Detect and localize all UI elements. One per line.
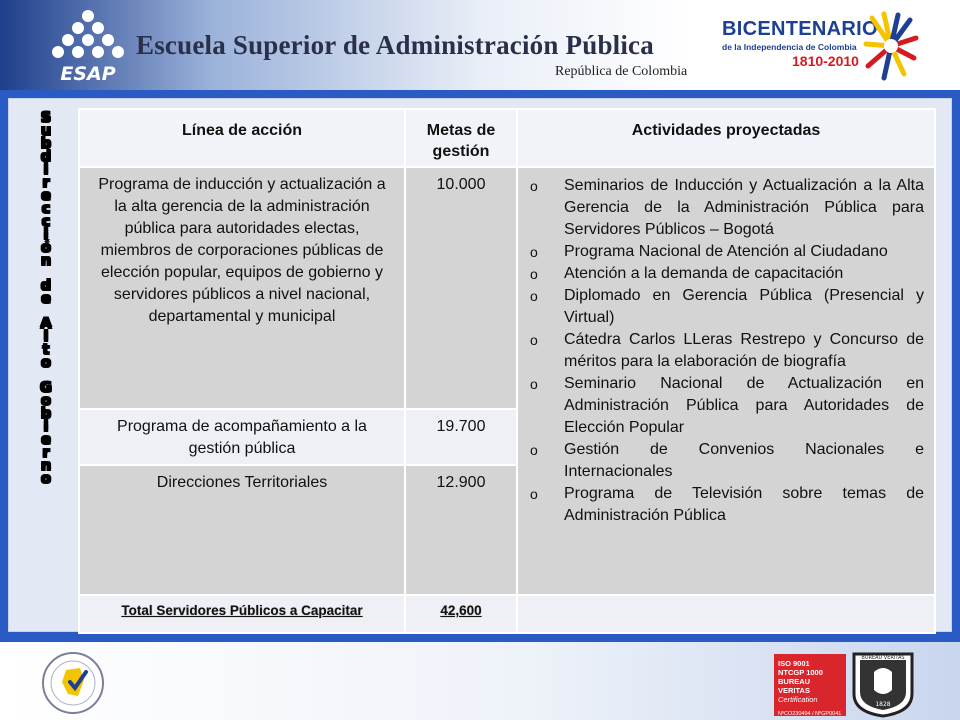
iso-line1: ISO 9001	[778, 659, 810, 668]
side-title-letter: e	[41, 188, 51, 204]
side-title-letter: r	[42, 175, 50, 191]
side-title-letter: c	[41, 201, 51, 217]
side-title-letter: i	[43, 227, 49, 243]
activity-item	[528, 263, 924, 285]
activity-text: Diplomado en Gerencia Pública (Presencial y Virtual)	[564, 287, 924, 326]
bicentenario-years: 1810-2010	[792, 53, 859, 69]
side-title-letter: o	[41, 471, 51, 487]
side-title-letter: A	[40, 316, 52, 332]
side-title-letter: i	[43, 162, 49, 178]
side-title-letter: d	[40, 278, 52, 294]
iso-line3: BUREAU VERITAS	[778, 677, 811, 695]
meta-cell	[405, 409, 517, 465]
side-title-letter: d	[40, 149, 52, 165]
side-title-letter: n	[40, 253, 52, 269]
activity-text: Programa Nacional de Atención al Ciudadano	[564, 243, 888, 260]
meta-value: 12.900	[436, 474, 486, 491]
side-title-letter: r	[42, 445, 50, 461]
meta-value: 19.700	[436, 418, 486, 435]
activities-cell	[517, 167, 935, 595]
side-title-letter: ó	[41, 240, 51, 256]
linea-text: Programa de acompañamiento a la gestión pública	[117, 418, 367, 457]
activity-item	[528, 373, 924, 439]
total-label: Total Servidores Públicos a Capacitar	[121, 603, 363, 618]
meta-cell	[405, 465, 517, 595]
activity-text: Cátedra Carlos LLeras Restrepo y Concurso de méritos para la elaboración de biografía	[564, 331, 924, 370]
iso-line2: NTCGP 1000	[778, 668, 823, 677]
actions-table	[78, 108, 936, 634]
activity-item	[528, 483, 924, 527]
side-title-letter: i	[43, 419, 49, 435]
side-title-letter: o	[41, 393, 51, 409]
side-title-letter: l	[43, 329, 49, 345]
svg-text:1828: 1828	[875, 701, 891, 708]
table-header-row	[79, 109, 935, 167]
activity-text: Gestión de Convenios Nacionales e Internacionales	[564, 441, 924, 480]
bullet-icon: o	[530, 288, 538, 304]
side-title-letter: b	[40, 136, 52, 152]
side-title-letter: S	[40, 110, 52, 126]
side-title-letter: u	[40, 123, 52, 139]
meta-value: 10.000	[436, 176, 486, 193]
side-title	[18, 112, 74, 622]
linea-cell	[79, 167, 405, 409]
svg-text:ESAP: ESAP	[60, 63, 116, 84]
side-title-letter: b	[40, 406, 52, 422]
bicentenario-emblem-icon	[862, 10, 920, 82]
iso-certification-badge	[774, 654, 846, 716]
bullet-icon: o	[530, 178, 538, 194]
table-row	[79, 167, 935, 409]
activity-item	[528, 175, 924, 241]
total-value-cell	[405, 595, 517, 633]
side-title-letter: G	[40, 380, 52, 396]
activity-item	[528, 241, 924, 263]
linea-text: Programa de inducción y actualización a la alta gerencia de la administración pública para autoridades electas, miembros de corporaciones públicas de elección popular, equipos de gobierno y servidores públicos a nivel nacional, departamental y municipal	[98, 176, 386, 325]
activity-item	[528, 329, 924, 373]
activity-text: Atención a la demanda de capacitación	[564, 265, 844, 282]
bicentenario-logo	[722, 18, 878, 69]
bicentenario-tagline: de la Independencia de Colombia	[722, 42, 857, 52]
activity-item	[528, 439, 924, 483]
esap-logo	[42, 8, 134, 84]
bullet-icon: o	[530, 486, 538, 502]
side-title-letter: e	[41, 291, 51, 307]
header-linea: Línea de acción	[79, 109, 405, 167]
meta-cell	[405, 167, 517, 409]
iso-code: NºCO230494 / NºGP0041	[778, 711, 842, 717]
linea-text: Direcciones Territoriales	[156, 474, 328, 491]
side-title-letter: t	[42, 342, 50, 358]
page-subtitle: República de Colombia	[555, 64, 688, 79]
bullet-icon: o	[530, 266, 538, 282]
total-value: 42,600	[440, 603, 482, 618]
bullet-icon: o	[530, 376, 538, 392]
side-title-letter: n	[40, 458, 52, 474]
activity-item	[528, 285, 924, 329]
page-title: Escuela Superior de Administración Pública	[136, 30, 654, 60]
header-banner	[0, 0, 960, 92]
svg-text:BUREAU VERITAS: BUREAU VERITAS	[861, 655, 905, 661]
linea-cell	[79, 409, 405, 465]
bullet-icon: o	[530, 442, 538, 458]
quality-seal-logo	[36, 650, 110, 716]
table-total-row	[79, 595, 935, 633]
bullet-icon: o	[530, 244, 538, 260]
activity-text: Seminarios de Inducción y Actualización a la Alta Gerencia de la Administración Pública para Servidores Públicos – Bogotá	[564, 177, 924, 238]
activity-text: Programa de Televisión sobre temas de Administración Pública	[564, 485, 924, 524]
linea-cell	[79, 465, 405, 595]
side-title-letter: c	[41, 214, 51, 230]
activity-text: Seminario Nacional de Actualización en Administración Pública para Autoridades de Elección Popular	[564, 375, 924, 436]
side-title-letter: e	[41, 432, 51, 448]
bullet-icon: o	[530, 332, 538, 348]
iso-line4: Certification	[778, 695, 818, 704]
bureau-veritas-logo	[848, 650, 918, 718]
header-actividades: Actividades proyectadas	[517, 109, 935, 167]
side-title-letter: o	[41, 355, 51, 371]
total-empty-cell	[517, 595, 935, 633]
bicentenario-name: BICENTENARIO	[722, 18, 878, 40]
total-label-cell	[79, 595, 405, 633]
activities-list	[518, 168, 934, 527]
header-metas: Metas de gestión	[405, 109, 517, 167]
